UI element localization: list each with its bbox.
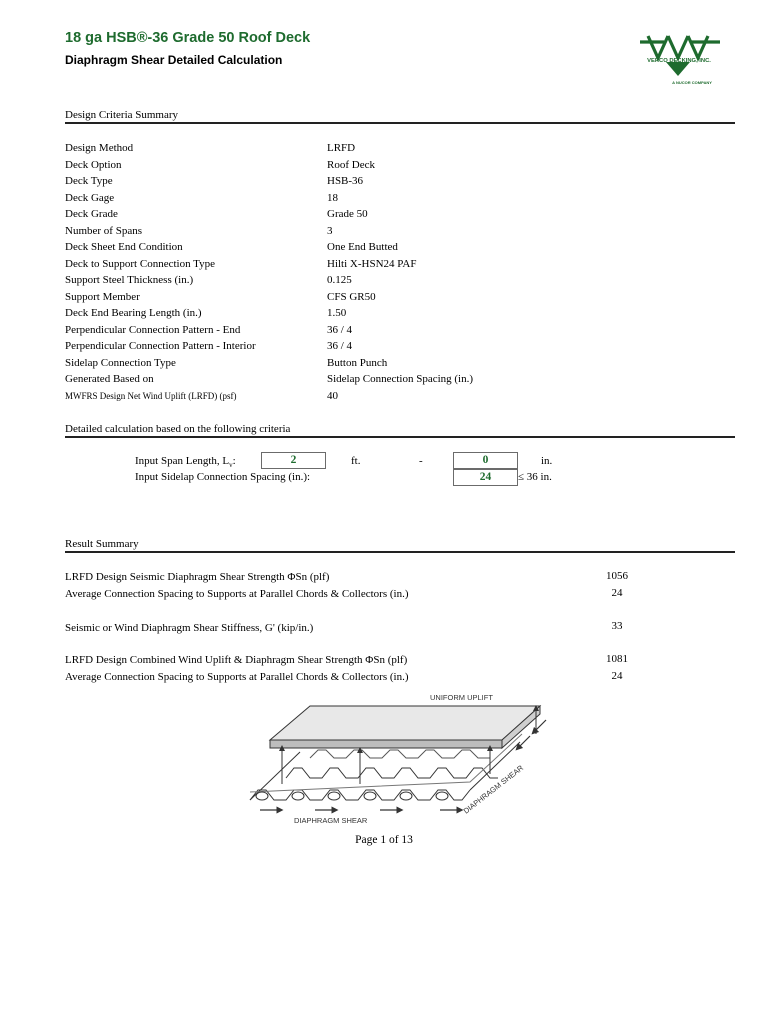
span-length-ft-input[interactable]: 2 <box>261 452 326 469</box>
span-length-in-input[interactable]: 0 <box>453 452 518 469</box>
criteria-label: MWFRS Design Net Wind Uplift (LRFD) (psf) <box>65 391 237 401</box>
criteria-label: Deck Gage <box>65 191 115 204</box>
result-label: Average Connection Spacing to Supports at Parallel Chords & Collectors (in.) <box>65 671 409 683</box>
criteria-label: Deck End Bearing Length (in.) <box>65 307 202 319</box>
result-label: LRFD Design Seismic Diaphragm Shear Strength ΦSn (plf) <box>65 571 330 583</box>
section-divider <box>65 551 735 553</box>
criteria-value: 36 / 4 <box>327 340 353 352</box>
result-value: 1081 <box>606 653 628 665</box>
criteria-value: HSB-36 <box>327 175 364 187</box>
criteria-label: Number of Spans <box>65 224 142 237</box>
criteria-label: Sidelap Connection Type <box>65 356 176 369</box>
criteria-value: Sidelap Connection Spacing (in.) <box>327 373 474 385</box>
criteria-value: Roof Deck <box>327 158 375 171</box>
design-criteria-heading: Design Criteria Summary <box>65 109 179 121</box>
criteria-label: Deck Sheet End Condition <box>65 241 183 253</box>
roof-deck-diagram <box>240 688 560 828</box>
logo-subtext: A NUCOR COMPANY <box>672 80 712 85</box>
criteria-label: Support Steel Thickness (in.) <box>65 274 194 286</box>
section-divider <box>65 122 735 124</box>
criteria-label: Perpendicular Connection Pattern - End <box>65 323 241 336</box>
criteria-label: Support Member <box>65 290 140 303</box>
criteria-value: 0.125 <box>327 274 352 286</box>
result-label: Seismic or Wind Diaphragm Shear Stiffness, G' (kip/in.) <box>65 622 314 634</box>
dash-separator: - <box>419 455 423 467</box>
criteria-value: LRFD <box>327 142 356 154</box>
criteria-label: Deck Grade <box>65 208 118 220</box>
criteria-value: 18 <box>327 191 338 204</box>
criteria-label: Generated Based on <box>65 373 154 385</box>
diaphragm-shear-side-label: DIAPHRAGM SHEAR <box>461 763 526 816</box>
verco-logo <box>628 32 732 90</box>
result-label: LRFD Design Combined Wind Uplift & Diaphragm Shear Strength ΦSn (plf) <box>65 654 408 666</box>
uniform-uplift-label: UNIFORM UPLIFT <box>430 693 493 702</box>
ft-unit: ft. <box>351 455 361 467</box>
result-label: Average Connection Spacing to Supports at Parallel Chords & Collectors (in.) <box>65 588 409 600</box>
in-unit: in. <box>541 455 553 467</box>
logo-text: VERCO DECKING, INC. <box>647 58 711 64</box>
criteria-label: Deck to Support Connection Type <box>65 257 215 270</box>
criteria-label: Perpendicular Connection Pattern - Interior <box>65 340 256 352</box>
result-value: 24 <box>611 587 623 599</box>
criteria-value: Button Punch <box>327 356 388 369</box>
page-number: Page 1 of 13 <box>355 834 413 846</box>
criteria-value: 36 / 4 <box>327 323 353 336</box>
page-title: 18 ga HSB®-36 Grade 50 Roof Deck <box>65 30 311 46</box>
criteria-value: Grade 50 <box>327 208 368 220</box>
page-subtitle: Diaphragm Shear Detailed Calculation <box>65 53 283 67</box>
criteria-label: Deck Option <box>65 158 122 171</box>
diaphragm-shear-bottom-label: DIAPHRAGM SHEAR <box>294 816 368 825</box>
criteria-label: Deck Type <box>65 175 113 187</box>
detailed-calc-heading: Detailed calculation based on the following criteria <box>65 423 291 435</box>
criteria-value: 3 <box>327 224 333 237</box>
result-summary-heading: Result Summary <box>65 538 139 550</box>
criteria-value: One End Butted <box>327 241 398 253</box>
sidelap-limit: ≤ 36 in. <box>518 471 552 483</box>
result-value: 33 <box>611 620 623 632</box>
span-length-label: Input Span Length, $L_v$: <box>135 455 236 470</box>
criteria-value: 1.50 <box>327 307 347 319</box>
criteria-value: Hilti X-HSN24 PAF <box>327 257 417 270</box>
criteria-label: Design Method <box>65 142 134 154</box>
section-divider <box>65 436 735 438</box>
criteria-value: CFS GR50 <box>327 290 376 303</box>
criteria-value: 40 <box>327 389 338 402</box>
sidelap-spacing-label: Input Sidelap Connection Spacing (in.): <box>135 471 311 483</box>
result-value: 24 <box>611 670 623 682</box>
sidelap-spacing-input[interactable]: 24 <box>453 469 518 486</box>
result-value: 1056 <box>606 570 628 582</box>
